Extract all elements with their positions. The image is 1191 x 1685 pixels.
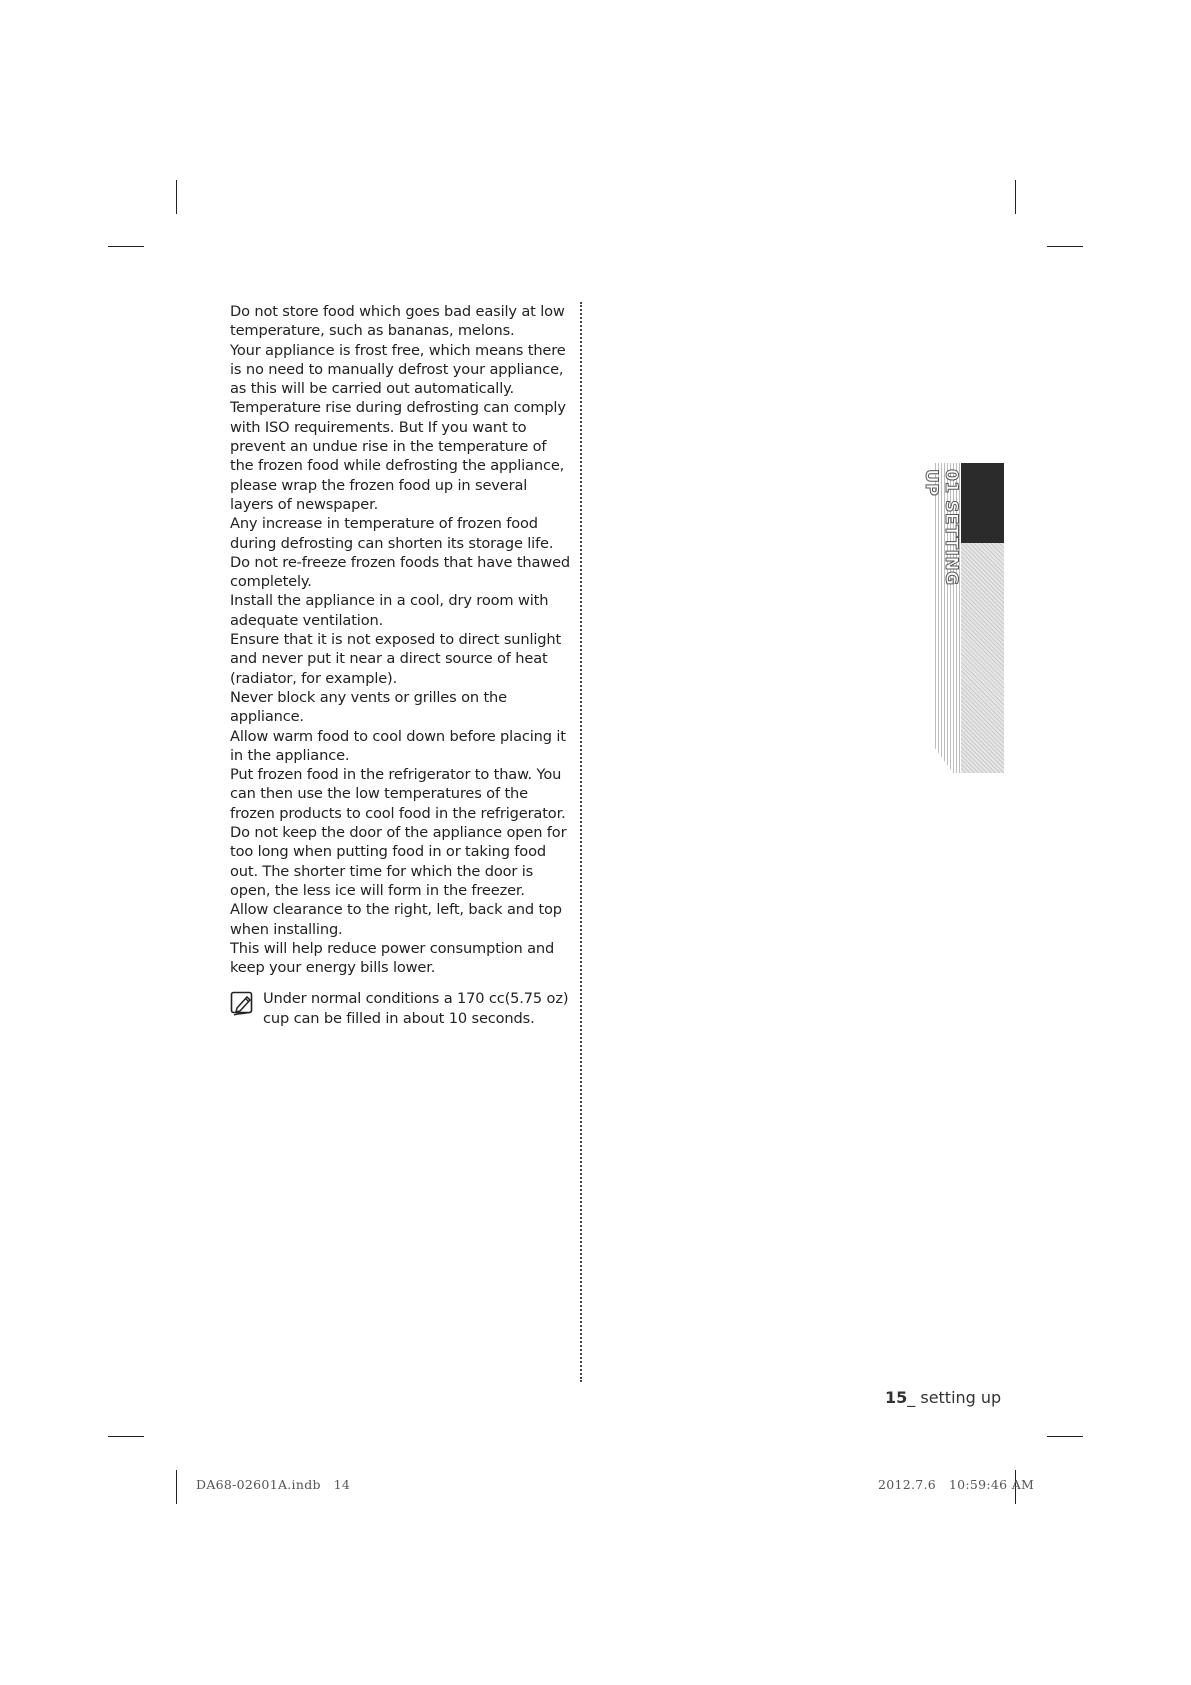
crop-mark-right-upper [1047,246,1083,247]
footer-file-name: DA68-02601A.indb 14 [196,1477,351,1492]
note-block [230,989,570,1028]
crop-mark-top-left [176,180,177,214]
crop-mark-right-lower [1047,1436,1083,1437]
body-paragraph: Do not store food which goes bad easily at low temperature, such as bananas, melons. [230,303,565,340]
body-paragraph: This will help reduce power consumption and keep your energy bills lower. [230,939,555,977]
body-paragraph: Ensure that it is not exposed to direct sunlight and never put it near a direct source of heat (radiator, for example). [230,631,562,687]
crop-mark-left-upper [108,246,144,247]
page-number [885,1388,1001,1407]
chapter-side-tab [921,463,1004,773]
body-paragraph: Install the appliance in a cool, dry room with adequate ventilation. [230,592,549,629]
column-divider [580,302,582,1382]
body-paragraph: Do not re-freeze frozen foods that have thawed completely. [230,553,571,591]
body-paragraph: Your appliance is frost free, which means there is no need to manually defrost your appliance, as this will be carried out automatically. [230,341,566,398]
note-pencil-icon [230,991,256,1017]
chapter-tab-label: 01 SETTING UP [921,469,961,586]
body-paragraph: Any increase in temperature of frozen food during defrosting can shorten its storage life. [230,515,554,552]
body-paragraph: Never block any vents or grilles on the appliance. [230,688,507,726]
body-paragraph: Temperature rise during defrosting can comply with ISO requirements. But If you want to prevent an undue rise in the temperature of the frozen food while defrosting the appliance, please wrap the frozen food up in several layers of newspaper. [230,399,566,513]
tab-light-block [961,543,1004,773]
footer-timestamp: 2012.7.6 10:59:46 AM [878,1477,1035,1492]
crop-mark-top-right [1015,180,1016,214]
tab-dark-block [961,463,1004,543]
note-text: Under normal conditions a 170 cc(5.75 oz) cup can be filled in about 10 seconds. [263,990,569,1027]
crop-mark-left-lower [108,1436,144,1437]
page-number-value: 15 [885,1388,908,1407]
page-number-label: _ setting up [907,1388,1002,1407]
body-paragraph: Allow clearance to the right, left, back and top when installing. [230,901,562,938]
crop-mark-bottom-left [176,1470,177,1504]
body-text-column [230,302,570,1028]
body-paragraph: Do not keep the door of the appliance open for too long when putting food in or taking food out. The shorter time for which the door is open, the less ice will form in the freezer. [230,824,567,899]
body-paragraph: Allow warm food to cool down before placing it in the appliance. [230,727,566,764]
body-paragraph: Put frozen food in the refrigerator to thaw. You can then use the low temperatures of the frozen products to cool food in the refrigerator. [230,766,566,822]
